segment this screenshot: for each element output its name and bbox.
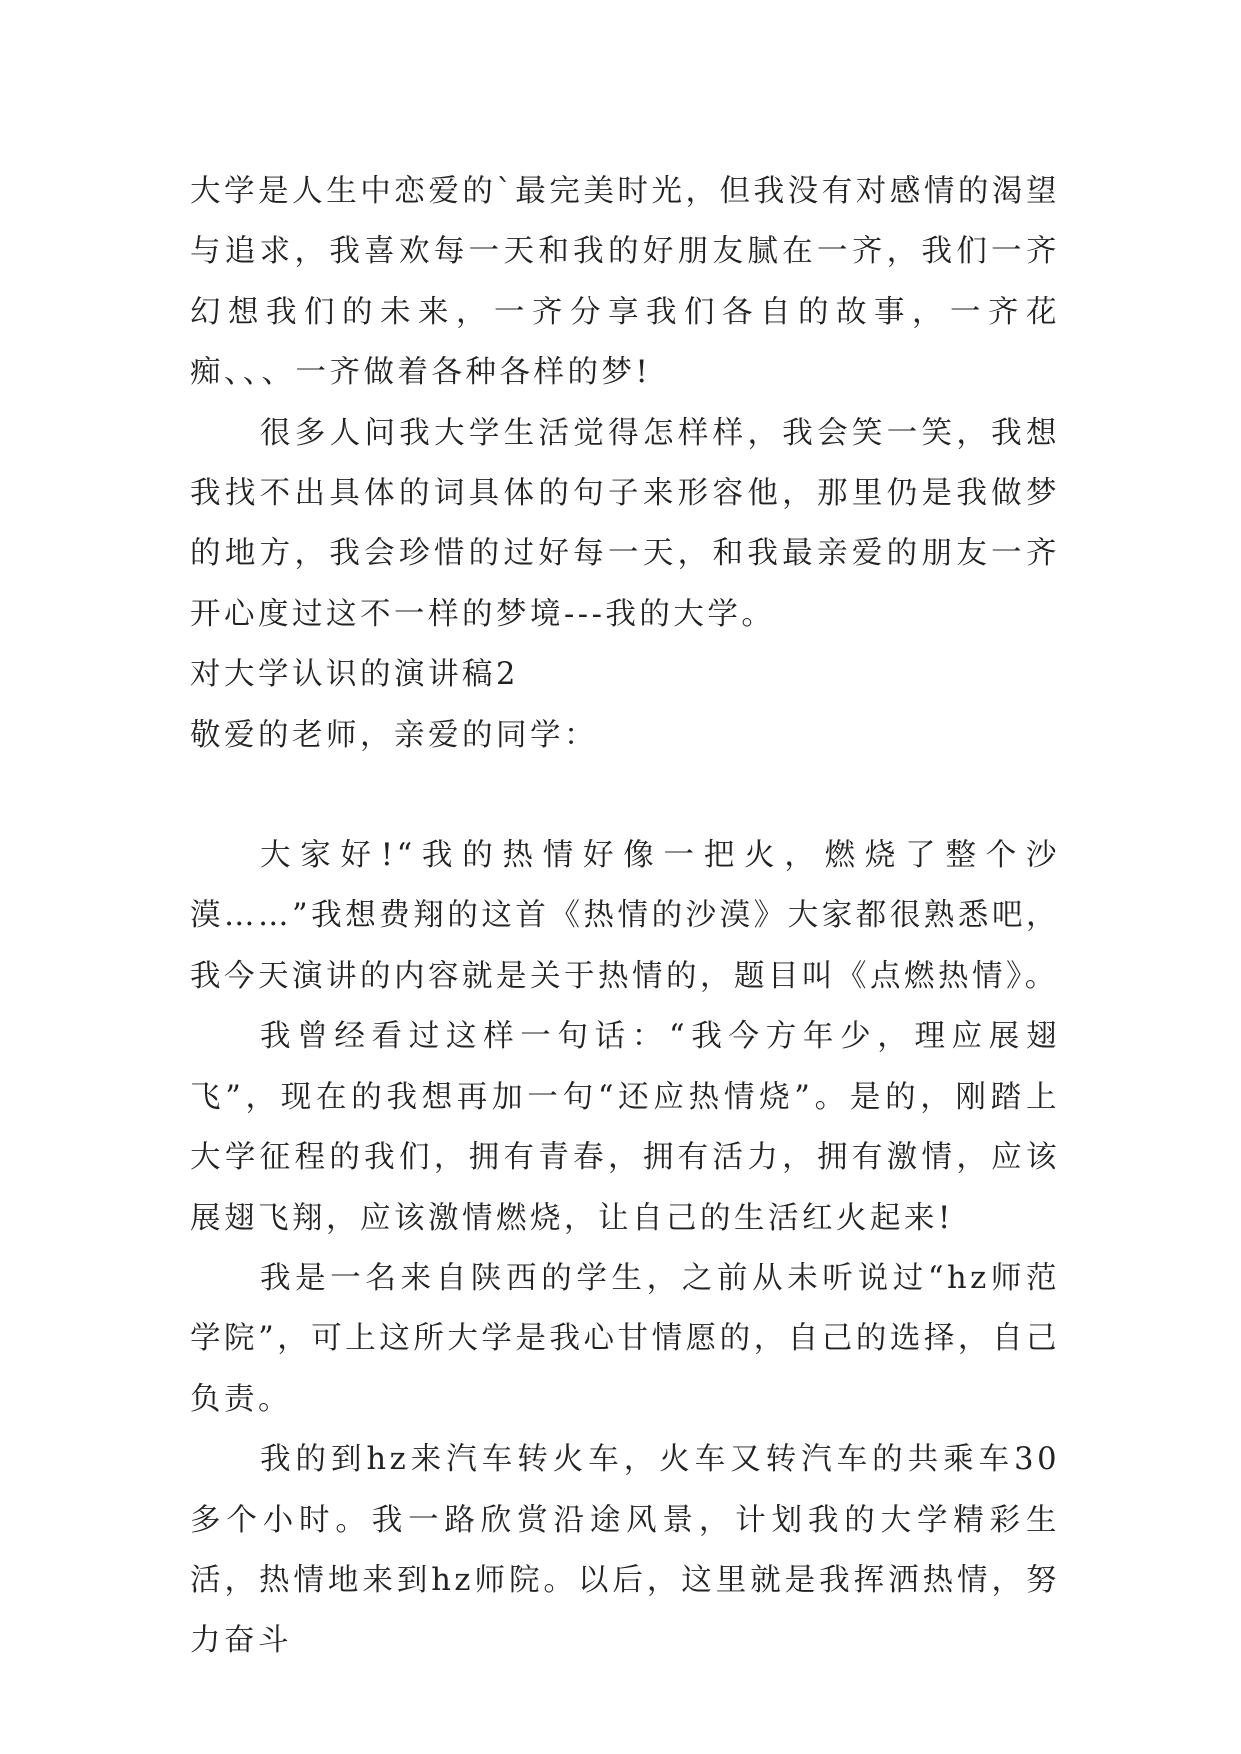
- section-title: 对大学认识的演讲稿2: [190, 657, 519, 693]
- paragraph-6: 我的到hz来汽车转火车，火车又转汽车的共乘车30多个小时。我一路欣赏沿途风景，计划我的大学精彩生活，热情地来到hz师院。以后，这里就是我挥洒热情，努力奋斗: [190, 1442, 1060, 1659]
- paragraph-1: 大学是人生中恋爱的`最完美时光，但我没有对感情的渴望与追求，我喜欢每一天和我的好朋友腻在一齐，我们一齐幻想我们的未来，一齐分享我们各自的故事，一齐花痴、、、一齐做着各种各样的梦!: [190, 174, 1060, 391]
- document-body: [190, 162, 1060, 1672]
- blank-line: [190, 766, 1060, 826]
- paragraph-3: 大家好!“我的热情好像一把火，燃烧了整个沙漠……”我想费翔的这首《热情的沙漠》大家都很熟悉吧，我今天演讲的内容就是关于热情的，题目叫《点燃热情》。: [190, 838, 1060, 994]
- paragraph-4: 我曾经看过这样一句话：“我今方年少，理应展翅飞”，现在的我想再加一句“还应热情烧”。是的，刚踏上大学征程的我们，拥有青春，拥有活力，拥有激情，应该展翅飞翔，应该激情燃烧，让自己的生活红火起来!: [190, 1019, 1060, 1236]
- paragraph-5: 我是一名来自陕西的学生，之前从未听说过“hz师范学院”，可上这所大学是我心甘情愿的，自己的选择，自己负责。: [190, 1260, 1060, 1417]
- paragraph-2: 很多人问我大学生活觉得怎样样，我会笑一笑，我想我找不出具体的词具体的句子来形容他，那里仍是我做梦的地方，我会珍惜的过好每一天，和我最亲爱的朋友一齐开心度过这不一样的梦境---我的大学。: [190, 415, 1060, 632]
- salutation: 敬爱的老师，亲爱的同学：: [190, 717, 598, 753]
